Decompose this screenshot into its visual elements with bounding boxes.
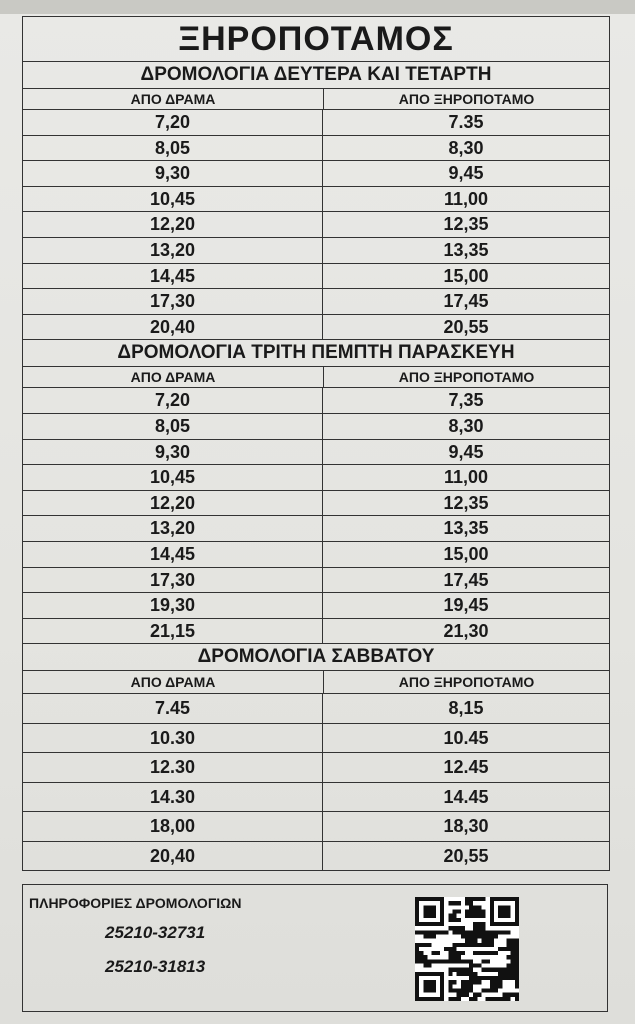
timetable (22, 16, 610, 871)
table-row (23, 842, 609, 872)
departure-xiropotamo-cell: 17,45 (443, 569, 489, 590)
departure-xiropotamo-cell: 14.45 (443, 786, 489, 807)
table-row (23, 542, 609, 568)
departure-drama-cell: 8,05 (23, 136, 323, 161)
departure-drama-cell: 10,45 (23, 465, 323, 490)
info-label: ΠΛΗΡΟΦΟΡΙΕΣ ΔΡΟΜΟΛΟΓΙΩΝ (29, 895, 242, 911)
phone-number-1[interactable]: 25210-32731 (105, 923, 206, 942)
departure-drama-cell: 19,30 (23, 593, 323, 618)
departure-xiropotamo-cell: 21,30 (443, 620, 489, 641)
schedule-section-tue-thu-fri (23, 340, 609, 644)
column-header-row (23, 89, 609, 110)
departure-xiropotamo-cell: 7.35 (448, 112, 484, 132)
departure-drama-cell: 7,20 (23, 388, 323, 413)
departure-xiropotamo-cell: 8,15 (448, 698, 484, 719)
departure-drama-cell: 12.30 (23, 753, 323, 782)
phone-number-2[interactable]: 25210-31813 (105, 957, 206, 976)
departure-drama-cell: 12,20 (23, 212, 323, 237)
table-row (23, 619, 609, 645)
table-row (23, 414, 609, 440)
departure-xiropotamo-cell: 12.45 (443, 757, 489, 778)
departure-xiropotamo-cell: 12,35 (443, 492, 489, 513)
departure-drama-cell: 20,40 (23, 315, 323, 340)
departure-drama-cell: 14,45 (23, 542, 323, 567)
table-row (23, 289, 609, 315)
departure-xiropotamo-cell: 18,30 (443, 816, 489, 837)
departure-drama-cell: 7,20 (23, 110, 323, 135)
table-row (23, 388, 609, 414)
departure-xiropotamo-cell: 20,55 (443, 316, 489, 337)
departure-drama-cell: 21,15 (23, 619, 323, 644)
schedule-section-mon-wed (23, 62, 609, 340)
departure-xiropotamo-cell: 8,30 (448, 415, 484, 436)
departure-drama-cell: 13,20 (23, 238, 323, 263)
table-row (23, 264, 609, 290)
table-row (23, 440, 609, 466)
page-title: ΞΗΡΟΠΟΤΑΜΟΣ (23, 17, 609, 62)
table-row (23, 694, 609, 724)
departure-drama-cell: 9,30 (23, 161, 323, 186)
departure-xiropotamo-cell: 20,55 (443, 845, 489, 866)
section-heading: ΔΡΟΜΟΛΟΓΙΑ ΔΕΥΤΕΡΑ ΚΑΙ ΤΕΤΑΡΤΗ (23, 62, 609, 89)
table-row (23, 491, 609, 517)
table-row (23, 465, 609, 491)
table-row (23, 568, 609, 594)
schedule-section-saturday (23, 644, 609, 871)
departure-drama-cell: 17,30 (23, 289, 323, 314)
departure-xiropotamo-cell: 11,00 (443, 188, 489, 209)
column-header-from-drama: ΑΠΟ ΔΡΑΜΑ (23, 367, 324, 387)
top-strip (0, 0, 635, 14)
table-row (23, 753, 609, 783)
departure-drama-cell: 13,20 (23, 516, 323, 541)
table-row (23, 593, 609, 619)
departure-drama-cell: 10,45 (23, 187, 323, 212)
column-header-row (23, 671, 609, 694)
info-box (22, 884, 608, 1012)
table-row (23, 161, 609, 187)
departure-xiropotamo-cell: 12,35 (443, 214, 489, 235)
departure-drama-cell: 17,30 (23, 568, 323, 593)
departure-xiropotamo-cell: 19,45 (443, 595, 489, 616)
departure-drama-cell: 18,00 (23, 812, 323, 841)
departure-drama-cell: 7.45 (23, 694, 323, 723)
table-row (23, 724, 609, 754)
departure-drama-cell: 10.30 (23, 724, 323, 753)
table-row (23, 187, 609, 213)
table-row (23, 783, 609, 813)
table-row (23, 212, 609, 238)
departure-xiropotamo-cell: 11,00 (443, 467, 489, 488)
section-heading: ΔΡΟΜΟΛΟΓΙΑ ΣΑΒΒΑΤΟΥ (23, 644, 609, 671)
column-header-from-xiropotamo: ΑΠΟ ΞΗΡΟΠΟΤΑΜΟ (398, 369, 535, 386)
column-header-from-drama: ΑΠΟ ΔΡΑΜΑ (23, 89, 324, 109)
departure-xiropotamo-cell: 13,35 (443, 518, 489, 539)
table-row (23, 812, 609, 842)
column-header-from-drama: ΑΠΟ ΔΡΑΜΑ (23, 671, 324, 693)
departure-drama-cell: 14.30 (23, 783, 323, 812)
departure-xiropotamo-cell: 15,00 (443, 265, 489, 286)
departure-xiropotamo-cell: 9,45 (448, 441, 484, 462)
qr-code-icon[interactable] (415, 897, 519, 1001)
departure-xiropotamo-cell: 13,35 (443, 239, 489, 260)
table-row (23, 110, 609, 136)
table-row (23, 516, 609, 542)
column-header-from-xiropotamo: ΑΠΟ ΞΗΡΟΠΟΤΑΜΟ (398, 91, 535, 107)
departure-drama-cell: 9,30 (23, 440, 323, 465)
departure-xiropotamo-cell: 15,00 (443, 543, 489, 564)
column-header-row (23, 367, 609, 388)
table-row (23, 238, 609, 264)
departure-xiropotamo-cell: 10.45 (443, 727, 489, 748)
departure-drama-cell: 8,05 (23, 414, 323, 439)
departure-xiropotamo-cell: 9,45 (448, 163, 484, 184)
departure-xiropotamo-cell: 8,30 (448, 137, 484, 158)
departure-xiropotamo-cell: 17,45 (443, 291, 489, 312)
section-heading: ΔΡΟΜΟΛΟΓΙΑ ΤΡΙΤΗ ΠΕΜΠΤΗ ΠΑΡΑΣΚΕΥΗ (23, 340, 609, 367)
departure-drama-cell: 20,40 (23, 842, 323, 871)
column-header-from-xiropotamo: ΑΠΟ ΞΗΡΟΠΟΤΑΜΟ (398, 674, 535, 691)
table-row (23, 136, 609, 162)
departure-xiropotamo-cell: 7,35 (448, 390, 484, 411)
table-row (23, 315, 609, 341)
departure-drama-cell: 14,45 (23, 264, 323, 289)
departure-drama-cell: 12,20 (23, 491, 323, 516)
